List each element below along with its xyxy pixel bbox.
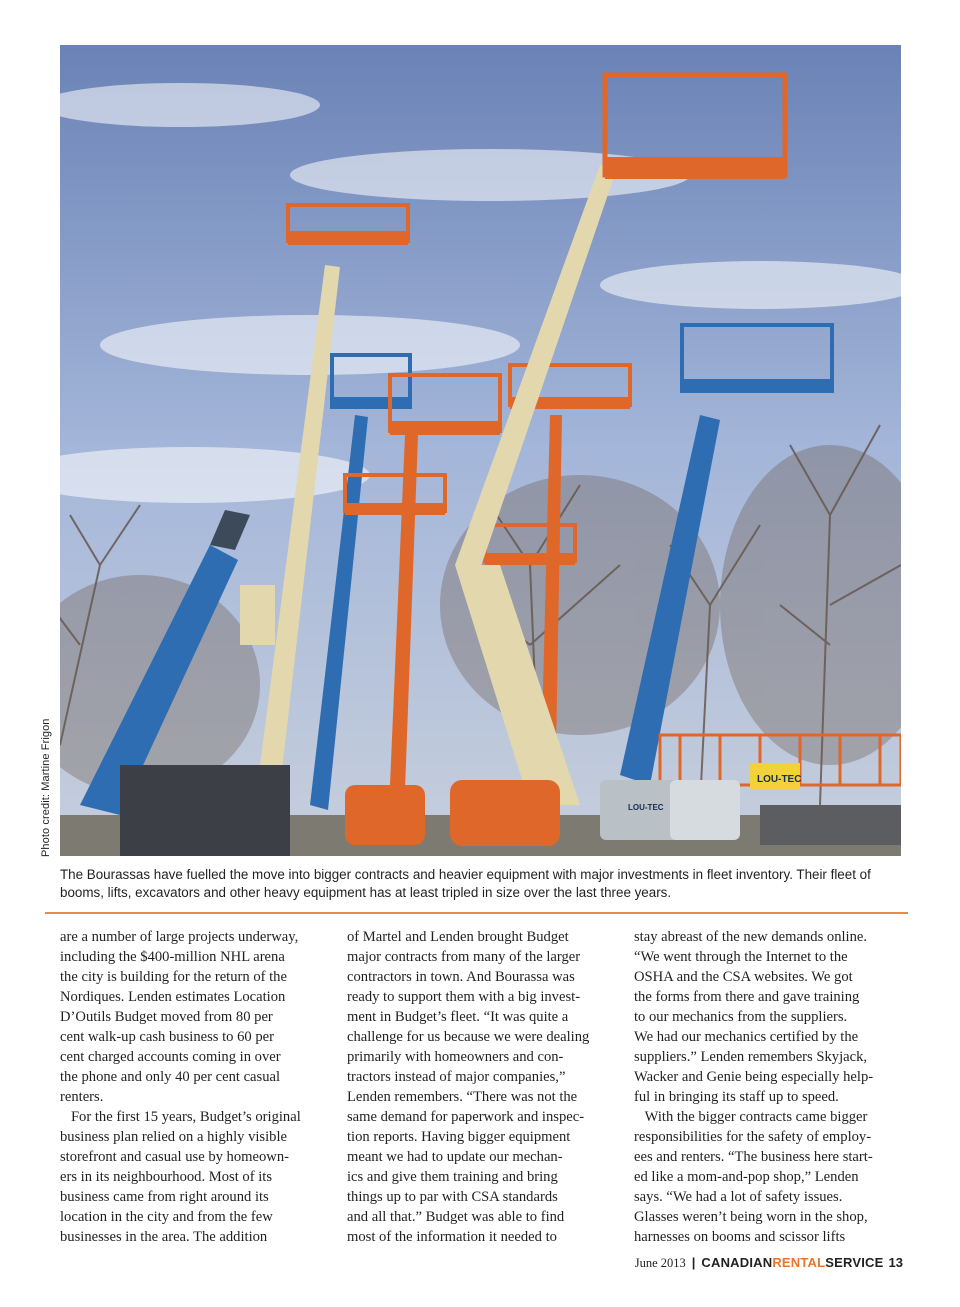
issue-date: June 2013	[634, 1256, 686, 1270]
text-line: including the $400-million NHL arena	[60, 949, 285, 965]
text-line: ees and renters. “The business here start-	[634, 1149, 873, 1165]
photo-credit: Photo credit: Martine Frigon	[40, 718, 52, 857]
page-number: 13	[888, 1255, 903, 1270]
text-line: ics and give them training and bring	[347, 1169, 558, 1185]
text-line: business plan relied on a highly visible	[60, 1129, 287, 1145]
text-line: the phone and only 40 per cent casual	[60, 1069, 281, 1085]
text-line: With the bigger contracts came bigger	[634, 1109, 868, 1125]
boom-lifts-photo	[60, 45, 901, 856]
text-line: Wacker and Genie being especially help-	[634, 1069, 874, 1085]
text-line: renters.	[60, 1089, 104, 1105]
text-line: most of the information it needed to	[347, 1229, 557, 1245]
lou-tec-sign: LOU-TEC	[757, 774, 802, 785]
text-line: For the first 15 years, Budget’s original	[60, 1109, 301, 1125]
lou-tec-sign-2: LOU-TEC	[628, 803, 664, 812]
text-line: cent charged accounts coming in over	[60, 1049, 281, 1065]
text-line: and all that.” Budget was able to find	[347, 1209, 565, 1225]
article-column-1	[60, 927, 332, 1247]
text-line: We had our mechanics certified by the	[634, 1029, 859, 1045]
magazine-name	[701, 1255, 883, 1270]
text-line: “We went through the Internet to the	[634, 949, 848, 965]
article-column-2	[347, 927, 619, 1247]
text-line: business came from right around its	[60, 1189, 269, 1205]
text-line: harnesses on booms and scissor lifts	[634, 1229, 846, 1245]
text-line: same demand for paperwork and inspec-	[347, 1109, 585, 1125]
text-line: ready to support them with a big invest-	[347, 989, 581, 1005]
text-line: Nordiques. Lenden estimates Location	[60, 989, 286, 1005]
photo-caption: The Bourassas have fuelled the move into bigger contracts and heavier equipment with major investments in fleet inventory. Their fleet of booms, lifts, excavators and other heavy equipment has at least tripled in size over the last three years.	[60, 867, 871, 900]
text-line: are a number of large projects underway,	[60, 929, 299, 945]
text-line: cent walk-up cash business to 60 per	[60, 1029, 274, 1045]
page-footer	[635, 1255, 903, 1271]
text-line: the city is building for the return of the	[60, 969, 287, 985]
text-line: challenge for us because we were dealing	[347, 1029, 590, 1045]
text-line: location in the city and from the few	[60, 1209, 273, 1225]
text-line: to our mechanics from the suppliers.	[634, 1009, 848, 1025]
caption-divider	[45, 912, 908, 914]
text-line: storefront and casual use by homeown-	[60, 1149, 289, 1165]
text-line: tractors instead of major companies,”	[347, 1069, 566, 1085]
text-line: ment in Budget’s fleet. “It was quite a	[347, 1009, 569, 1025]
text-line: suppliers.” Lenden remembers Skyjack,	[634, 1049, 868, 1065]
text-line: major contracts from many of the larger	[347, 949, 581, 965]
text-line: ers in its neighbourhood. Most of its	[60, 1169, 273, 1185]
text-line: stay abreast of the new demands online.	[634, 929, 868, 945]
article-column-3	[634, 927, 906, 1247]
magazine-name-part2: RENTAL	[772, 1255, 826, 1270]
text-line: ful in bringing its staff up to speed.	[634, 1089, 839, 1105]
text-line: businesses in the area. The addition	[60, 1229, 268, 1245]
text-line: contractors in town. And Bourassa was	[347, 969, 575, 985]
text-line: things up to par with CSA standards	[347, 1189, 558, 1205]
text-line: tion reports. Having bigger equipment	[347, 1129, 571, 1145]
text-line: ed like a mom-and-pop shop,” Lenden	[634, 1169, 859, 1185]
text-line: says. “We had a lot of safety issues.	[634, 1189, 843, 1205]
text-line: meant we had to update our mechan-	[347, 1149, 563, 1165]
text-line: of Martel and Lenden brought Budget	[347, 929, 569, 945]
boom-lifts-illustration	[60, 45, 901, 856]
text-line: the forms from there and gave training	[634, 989, 860, 1005]
magazine-name-part1: CANADIAN	[701, 1255, 773, 1270]
text-line: OSHA and the CSA websites. We got	[634, 969, 853, 985]
text-line: primarily with homeowners and con-	[347, 1049, 564, 1065]
text-line: Glasses weren’t being worn in the shop,	[634, 1209, 868, 1225]
text-line: D’Outils Budget moved from 80 per	[60, 1009, 273, 1025]
magazine-name-part3: SERVICE	[825, 1255, 884, 1270]
text-line: responsibilities for the safety of employ-	[634, 1129, 872, 1145]
text-line: Lenden remembers. “There was not the	[347, 1089, 578, 1105]
footer-separator: |	[691, 1255, 696, 1270]
